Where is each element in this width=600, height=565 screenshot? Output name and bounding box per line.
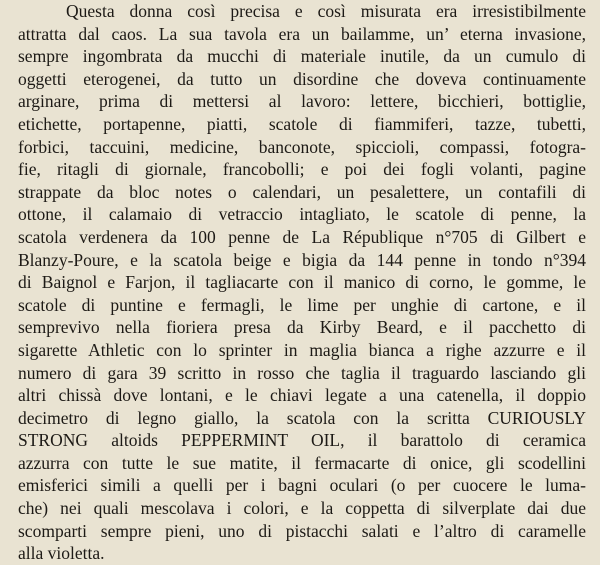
text-line: arginare, prima di mettersi al lavoro: lettere, bicchieri, bottiglie, bbox=[18, 91, 586, 112]
text-line: di Baignol e Farjon, il tagliacarte con il manico di corno, le gomme, le bbox=[18, 272, 586, 293]
text-line: azzurra con tutte le sue matite, il fermacarte di onice, gli scodellini bbox=[18, 452, 586, 473]
text-line: oggetti eterogenei, da tutto un disordine che doveva continuamente bbox=[18, 68, 586, 89]
text-line: attratta dal caos. La sua tavola era un bailamme, un’ eterna invasione, bbox=[18, 23, 586, 44]
text-line: sempre ingombrata da mucchi di materiale inutile, da un cumulo di bbox=[18, 46, 586, 67]
text-line: scatola verdenera da 100 penne de La République n°705 di Gilbert e bbox=[18, 226, 586, 247]
text-line: fie, ritagli di giornale, francobolli; e poi dei fogli volanti, pagine bbox=[18, 159, 586, 180]
text-line: decimetro di legno giallo, la scatola con la scritta CURIOUSLY bbox=[18, 407, 586, 428]
text-line: Blanzy-Poure, e la scatola beige e bigia da 144 penne in tondo n°394 bbox=[18, 249, 586, 270]
text-line: ottone, il calamaio di vetraccio intagliato, le scatole di penne, la bbox=[18, 204, 586, 225]
text-line: emisferici simili a quelli per i bagni oculari (o per cuocere le luma- bbox=[18, 475, 586, 496]
text-line: strappate da bloc notes o calendari, un pesalettere, un contafili di bbox=[18, 181, 586, 202]
text-line: sigarette Athletic con lo sprinter in maglia bianca a righe azzurre e il bbox=[18, 339, 586, 360]
text-line: che) nei quali mescolava i colori, e la coppetta di silverplate dai due bbox=[18, 498, 586, 519]
text-line: scatole di puntine e fermagli, le lime per unghie di cartone, e il bbox=[18, 294, 586, 315]
text-line: semprevivo nella fioriera presa da Kirby Beard, e il pacchetto di bbox=[18, 317, 586, 338]
text-line: scomparti sempre pieni, uno di pistacchi salati e l’altro di caramelle bbox=[18, 520, 586, 541]
text-line: numero di gara 39 scritto in rosso che taglia il traguardo lasciando gli bbox=[18, 362, 586, 383]
text-line: etichette, portapenne, piatti, scatole di fiammiferi, tazze, tubetti, bbox=[18, 113, 586, 134]
text-line: alla violetta. bbox=[18, 543, 105, 564]
text-line: forbici, taccuini, medicine, banconote, spiccioli, compassi, fotogra- bbox=[18, 136, 586, 157]
text-line: STRONG altoids PEPPERMINT OIL, il barattolo di ceramica bbox=[18, 430, 586, 451]
paragraph bbox=[18, 0, 586, 565]
text-line: Questa donna così precisa e così misurata era irresistibilmente bbox=[66, 1, 586, 21]
text-line: altri chissà dove lontani, e le chiavi legate a una catenella, il doppio bbox=[18, 385, 586, 406]
